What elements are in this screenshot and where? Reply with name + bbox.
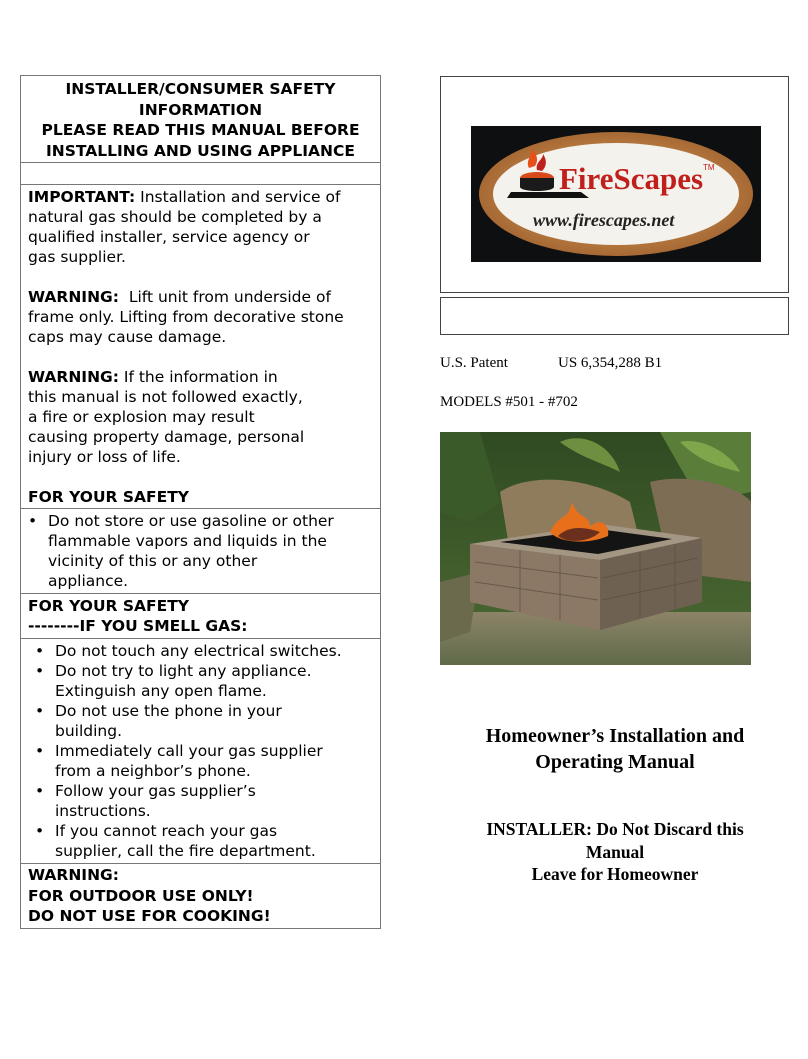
bullet-text: supplier, call the fire department. [55,842,316,860]
warning-text: If the information in [118,368,278,386]
warning-text: a fire or explosion may result [28,408,255,426]
warning-text: injury or loss of life. [28,448,181,466]
model-numbers: MODELS #501 - #702 [440,394,578,410]
brand-name: FireScapes [559,161,704,196]
important-label: IMPORTANT: [28,188,136,206]
header-spacer-row [20,162,381,184]
safety-header [20,75,381,162]
warning-text: Lift unit from underside of [118,288,331,306]
blank-label-bar [440,297,789,335]
lift-warning [28,287,373,347]
bullet-text: Do not touch any electrical switches. [55,642,342,660]
bullet-text: appliance. [48,572,129,590]
installer-line: INSTALLER: Do Not Discard this [486,819,744,839]
flammable-vapors-section [20,508,381,593]
header-line: INFORMATION [138,100,263,119]
bullet-text: Do not try to light any appliance. [55,662,312,680]
warning-text: caps may cause damage. [28,328,227,346]
bullet-text: Do not use the phone in your [55,702,282,720]
warning-text: causing property damage, personal [28,428,305,446]
important-warnings-section [20,184,381,508]
bullet-text: building. [55,722,123,740]
warning-label: WARNING: [28,288,119,306]
list-item [35,661,376,701]
warning-line: FOR OUTDOOR USE ONLY! [28,886,254,905]
bullet-text: Do not store or use gasoline or other [48,512,334,530]
header-line: INSTALLING AND USING APPLIANCE [45,141,355,160]
warning-text: this manual is not followed exactly, [28,388,303,406]
firescapes-logo [471,126,761,262]
list-item [35,821,376,861]
fire-pit-photo [440,432,751,665]
list-item [35,781,376,821]
important-notice [28,187,373,267]
bullet-icon: • [35,782,45,800]
header-line: INSTALLER/CONSUMER SAFETY [65,80,336,98]
trademark: TM [703,163,715,172]
bullet-text: flammable vapors and liquids in the [48,532,327,550]
bullet-text: Immediately call your gas supplier [55,742,323,760]
bullet-text: vicinity of this or any other [48,552,258,570]
website-url: www.firescapes.net [533,210,675,230]
bullet-icon: • [35,822,45,840]
important-text: natural gas should be completed by a [28,208,322,226]
warning-label: WARNING: [28,368,119,386]
patent-info [440,355,663,372]
warning-line: DO NOT USE FOR COOKING! [28,907,271,925]
patent-label: U.S. Patent [440,355,508,371]
list-item [35,641,376,661]
patent-number: US 6,354,288 B1 [558,355,663,371]
bullet-text: Follow your gas supplier’s [55,782,256,800]
smell-gas-subtitle: --------IF YOU SMELL GAS: [28,617,248,635]
installer-line: Manual [585,841,645,862]
fire-explosion-warning [28,367,373,467]
bullet-icon: • [35,702,45,720]
for-your-safety-heading: FOR YOUR SAFETY [28,488,189,506]
smell-gas-title: FOR YOUR SAFETY [28,597,189,615]
important-text: gas supplier. [28,248,126,266]
safety-information-panel [20,75,381,929]
smell-gas-heading [20,593,381,638]
bullet-text: If you cannot reach your gas [55,822,278,840]
bullet-text: Extinguish any open flame. [55,682,267,700]
installer-line: Leave for Homeowner [531,864,699,884]
list-item [35,701,376,741]
logo-frame [440,76,789,293]
bullet-icon: • [35,642,45,660]
warning-line: WARNING: [28,866,119,884]
outdoor-use-warning [20,863,381,929]
smell-gas-instructions [20,638,381,863]
warning-text: frame only. Lifting from decorative stone [28,308,344,326]
list-item [28,511,376,591]
title-line: Operating Manual [535,751,695,773]
bullet-text: from a neighbor’s phone. [55,762,251,780]
bullet-icon: • [35,742,45,760]
bullet-icon: • [28,512,38,530]
bullet-text: instructions. [55,802,151,820]
title-line: Homeowner’s Installation and [485,725,745,747]
header-line: PLEASE READ THIS MANUAL BEFORE [41,121,360,139]
manual-title [440,723,790,775]
important-text: Installation and service of [135,188,341,206]
list-item [35,741,376,781]
installer-notice [440,818,790,886]
bullet-icon: • [35,662,45,680]
important-text: qualified installer, service agency or [28,228,310,246]
